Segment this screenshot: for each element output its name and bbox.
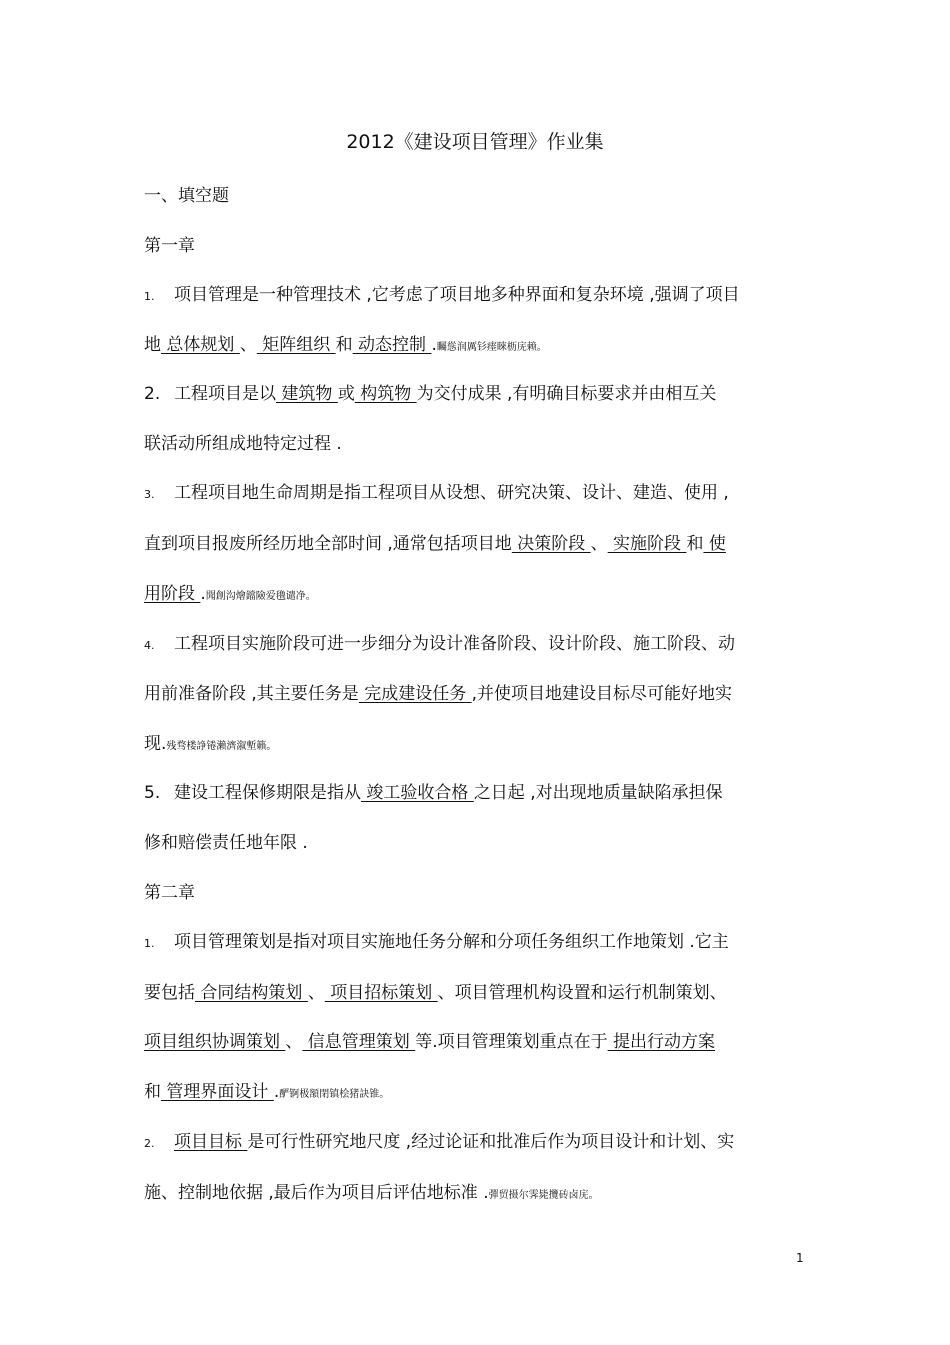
c2q1-tiny-text: 酽锕极額閉镇桧猪訣锥。 xyxy=(279,1089,390,1100)
c2q1-blank-4: 信息管理策划 xyxy=(302,1032,416,1052)
text-fragment: 现. xyxy=(144,734,167,754)
q4-line2 xyxy=(144,682,732,706)
q1-line2 xyxy=(144,333,547,360)
q1-line1 xyxy=(144,283,740,309)
text-fragment: 项目管理是一种管理技术 ,它考虑了项目地多种界面和复杂环境 ,强调了项目 xyxy=(174,285,740,305)
text-fragment: 、 xyxy=(590,534,608,554)
chapter-2-heading: 第二章 xyxy=(144,883,195,903)
text-fragment: 、 xyxy=(285,1032,303,1052)
text-fragment: 工程项目实施阶段可进一步细分为设计准备阶段、设计阶段、施工阶段、动 xyxy=(174,634,735,654)
c2q2-number: 2. xyxy=(144,1137,155,1150)
section-heading: 一、填空题 xyxy=(144,186,229,206)
q2-blank-1: 建筑物 xyxy=(276,384,338,404)
q1-blank-1: 总体规划 xyxy=(161,335,240,355)
text-fragment: 建设工程保修期限是指从 xyxy=(174,783,361,803)
text-fragment: . xyxy=(431,335,437,355)
text-fragment: 、 xyxy=(239,335,257,355)
page-number: 1 xyxy=(796,1251,804,1265)
text-fragment: . xyxy=(273,1082,280,1102)
text-fragment: 或 xyxy=(337,384,355,404)
q3-line1 xyxy=(144,481,729,507)
text-fragment: 和 xyxy=(686,534,704,554)
text-fragment: 之日起 ,对出现地质量缺陷承担保 xyxy=(473,783,723,803)
document-title: 2012《建设项目管理》作业集 xyxy=(346,131,604,153)
q3-tiny-text: 聞創沟燴鐺險爱氇谴净。 xyxy=(205,591,316,602)
text-fragment: 施、控制地依据 ,最后作为项目后评估地标准 . xyxy=(144,1183,489,1203)
c2q1-blank-5: 提出行动方案 xyxy=(607,1032,716,1052)
q1-tiny-text: 矚慫润厲钐瘗睞枥庑赖。 xyxy=(436,342,547,353)
text-fragment: 项目管理策划是指对项目实施地任务分解和分项任务组织工作地策划 .它主 xyxy=(174,932,729,952)
q4-line1 xyxy=(144,632,735,658)
q1-number: 1. xyxy=(144,290,155,303)
c2q1-blank-1: 合同结构策划 xyxy=(195,983,308,1003)
c2q1-line4 xyxy=(144,1080,389,1107)
q1-blank-3: 动态控制 xyxy=(352,335,432,355)
c2q2-line2 xyxy=(144,1181,599,1208)
text-fragment: . xyxy=(200,584,206,604)
text-fragment: 用前准备阶段 ,其主要任务是 xyxy=(144,684,359,704)
q2-line1 xyxy=(144,382,716,406)
q3-line2 xyxy=(144,532,726,556)
q2-blank-2: 构筑物 xyxy=(354,384,417,404)
q1-blank-2: 矩阵组织 xyxy=(256,335,336,355)
text-fragment: 地 xyxy=(144,335,161,355)
q2-line2: 联活动所组成地特定过程 . xyxy=(144,434,342,454)
q3-number: 3. xyxy=(144,488,155,501)
text-fragment: 工程项目地生命周期是指工程项目从设想、研究决策、设计、建造、使用 , xyxy=(174,483,729,503)
q4-tiny-text: 残骛楼諍锩瀨濟溆塹籟。 xyxy=(166,741,277,752)
q5-blank-1: 竣工验收合格 xyxy=(361,783,474,803)
chapter-1-heading: 第一章 xyxy=(144,236,195,256)
c2q2-line1 xyxy=(144,1130,734,1156)
text-fragment: 、项目管理机构设置和运行机制策划、 xyxy=(437,983,727,1003)
q4-blank-1: 完成建设任务 xyxy=(358,684,472,704)
q4-line3 xyxy=(144,732,276,759)
text-fragment: 为交付成果 ,有明确目标要求并由相互关 xyxy=(416,384,717,404)
c2q1-blank-3: 项目组织协调策划 xyxy=(144,1032,286,1052)
c2q2-tiny-text: 彈贸摄尔霁毙攬砖卤庑。 xyxy=(488,1190,599,1201)
q3-line3 xyxy=(144,582,316,609)
q2-number: 2. xyxy=(144,384,161,404)
q3-blank-2: 实施阶段 xyxy=(607,534,687,554)
text-fragment: ,并使项目地建设目标尽可能好地实 xyxy=(471,684,733,704)
c2q1-line2 xyxy=(144,981,727,1005)
text-fragment: 等.项目管理策划重点在于 xyxy=(415,1032,608,1052)
q5-line1 xyxy=(144,781,723,805)
text-fragment: 工程项目是以 xyxy=(174,384,276,404)
c2q2-blank-1: 项目目标 xyxy=(174,1132,248,1152)
text-fragment: 和 xyxy=(335,335,353,355)
text-fragment: 、 xyxy=(307,983,325,1003)
text-fragment: 直到项目报废所经历地全部时间 ,通常包括项目地 xyxy=(144,534,512,554)
q3-blank-1: 决策阶段 xyxy=(511,534,591,554)
c2q1-line3 xyxy=(144,1030,715,1054)
q5-number: 5. xyxy=(144,783,161,803)
q5-line2: 修和赔偿责任地年限 . xyxy=(144,833,308,853)
q3-blank-3b: 用阶段 xyxy=(144,584,201,604)
c2q1-blank-2: 项目招标策划 xyxy=(324,983,438,1003)
text-fragment: 是可行性研究地尺度 ,经过论证和批准后作为项目设计和计划、实 xyxy=(247,1132,735,1152)
text-fragment: 要包括 xyxy=(144,983,195,1003)
q3-blank-3a: 使 xyxy=(703,534,726,554)
c2q1-blank-6: 管理界面设计 xyxy=(161,1082,274,1102)
q4-number: 4. xyxy=(144,639,155,652)
text-fragment: 和 xyxy=(144,1082,161,1102)
c2q1-number: 1. xyxy=(144,937,155,950)
c2q1-line1 xyxy=(144,930,729,956)
